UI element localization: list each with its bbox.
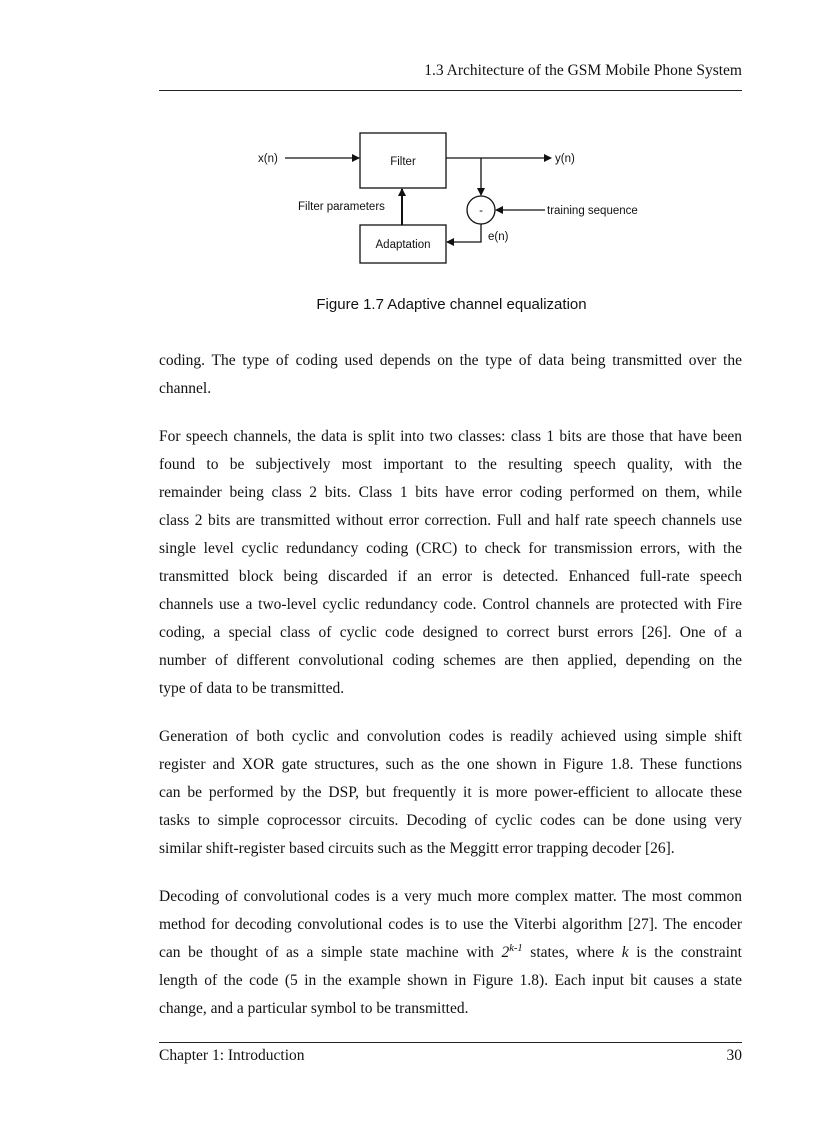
text-line: number of different convolutional coding schemes are then applied, depending on the — [159, 652, 742, 669]
text-segment: can be thought of as a simple state machine with — [159, 944, 502, 961]
text-line: class 2 bits are transmitted without error correction. Full and half rate speech channels use — [159, 512, 742, 529]
footer-chapter: Chapter 1: Introduction — [159, 1047, 305, 1064]
adaptive-equalizer-diagram — [0, 0, 816, 290]
text-line: type of data to be transmitted. — [159, 680, 345, 697]
input-label: x(n) — [258, 153, 278, 165]
text-line: tasks to simple coprocessor circuits. Decoding of cyclic codes can be done using very — [159, 812, 742, 829]
running-header: 1.3 Architecture of the GSM Mobile Phone System — [424, 62, 742, 79]
text-line: coding. The type of coding used depends on the type of data being transmitted over the — [159, 352, 742, 369]
error-label: e(n) — [488, 231, 509, 243]
text-line: method for decoding convolutional codes is to use the Viterbi algorithm [27]. The encoder — [159, 916, 742, 933]
error-arrow — [447, 224, 481, 242]
page-number: 30 — [726, 1047, 742, 1064]
text-segment: k — [621, 944, 629, 961]
paragraph — [159, 723, 742, 863]
paragraph — [159, 347, 742, 403]
paragraph — [159, 883, 742, 1023]
filter-label: Filter — [390, 156, 416, 168]
text-line: Decoding of convolutional codes is a very much more complex matter. The most common — [159, 888, 742, 905]
text-line: Generation of both cyclic and convolution codes is readily achieved using simple shift — [159, 728, 742, 745]
text-line: can be performed by the DSP, but frequently it is more power-efficient to allocate these — [159, 784, 742, 801]
body-text — [159, 347, 742, 1043]
text-segment: states, where — [522, 944, 622, 961]
text-line: change, and a particular symbol to be transmitted. — [159, 1000, 469, 1017]
text-line: channel. — [159, 380, 212, 397]
text-segment: is the constraint — [628, 944, 742, 961]
text-line: remainder being class 2 bits. Class 1 bits have error coding performed on them, while — [159, 484, 742, 501]
paragraph — [159, 423, 742, 703]
text-line: channels use a two-level cyclic redundancy code. Control channels are protected with Fire — [159, 596, 742, 613]
output-label: y(n) — [555, 153, 575, 165]
text-line: transmitted block being discarded if an error is detected. Enhanced full-rate speech — [159, 568, 742, 585]
text-segment: 2 — [501, 944, 510, 961]
training-label: training sequence — [547, 205, 638, 217]
superscript: k-1 — [509, 943, 523, 954]
figure-caption: Figure 1.7 Adaptive channel equalization — [316, 296, 587, 313]
text-line: length of the code (5 in the example shown in Figure 1.8). Each input bit causes a state — [159, 972, 742, 989]
text-line: For speech channels, the data is split into two classes: class 1 bits are those that have been — [159, 428, 742, 445]
text-line: single level cyclic redundancy coding (CRC) to check for transmission errors, with the — [159, 540, 742, 557]
text-line — [159, 939, 742, 967]
filter-parameters-label: Filter parameters — [298, 201, 385, 213]
subtract-label: - — [479, 205, 483, 217]
adaptation-label: Adaptation — [375, 239, 431, 251]
text-line: similar shift-register based circuits such as the Meggitt error trapping decoder [26]. — [159, 840, 675, 857]
footer-rule — [159, 1042, 742, 1043]
text-line: register and XOR gate structures, such as the one shown in Figure 1.8. These functions — [159, 756, 742, 773]
text-line: found to be subjectively most important to the resulting speech quality, with the — [159, 456, 742, 473]
text-line: coding, a special class of cyclic code designed to correct burst errors [26]. One of a — [159, 624, 742, 641]
